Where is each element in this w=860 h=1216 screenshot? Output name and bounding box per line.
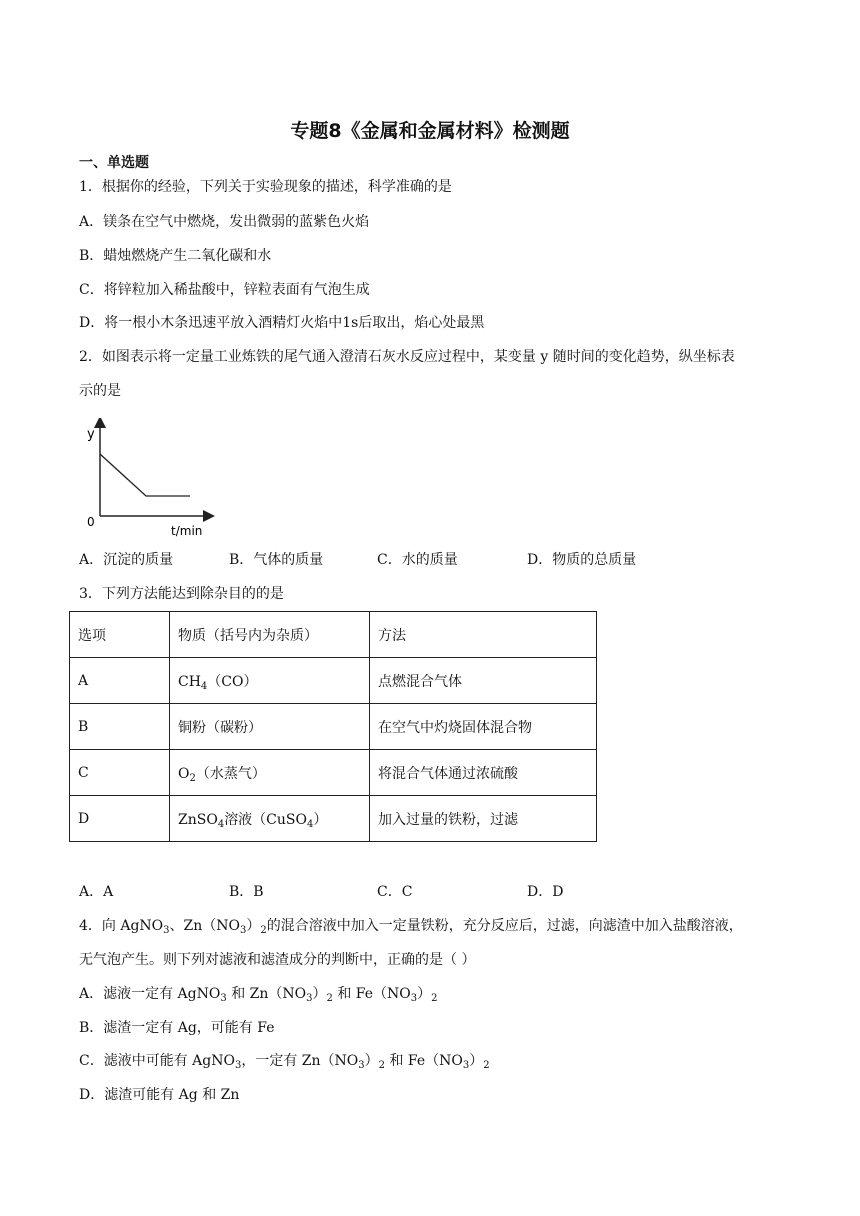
- row-option: A: [70, 658, 170, 704]
- row-option: D: [70, 796, 170, 842]
- q1-option-d[interactable]: D．将一根小木条迅速平放入酒精灯火焰中1s后取出，焰心处最黑: [79, 315, 485, 331]
- q3-option-a[interactable]: A．A: [79, 884, 114, 900]
- q4-stem-line1: 4．向 AgNO$_3$、$Zn(NO_3)_2$的混合溶液中加入一定量铁粉，充分反应后，过滤，向滤渣中加入盐酸溶液，: [79, 918, 743, 936]
- q2-stem-line1: 2．如图表示将一定量工业炼铁的尾气通入澄清石灰水反应过程中，某变量 y 随时间的变化趋势，纵坐标表: [79, 349, 735, 365]
- page-title: 专题8《金属和金属材料》检测题: [290, 120, 570, 142]
- row-method: 在空气中灼烧固体混合物: [370, 704, 597, 750]
- q4-option-d[interactable]: D．滤渣可能有 Ag 和 Zn: [79, 1087, 240, 1103]
- q3-table: [69, 611, 597, 842]
- q2-option-c[interactable]: C．水的质量: [377, 552, 458, 568]
- q2-graph: [79, 418, 229, 540]
- q2-option-a[interactable]: A．沉淀的质量: [79, 552, 174, 568]
- q2-option-d[interactable]: D．物质的总质量: [527, 552, 637, 568]
- x-axis-label: t/min: [171, 524, 203, 538]
- y-curve: [100, 454, 190, 496]
- section-heading: 一、单选题: [79, 155, 149, 171]
- row-substance: $CH_4(CO)$: [170, 658, 370, 704]
- table-row: [70, 704, 597, 750]
- table-row: [70, 750, 597, 796]
- row-method: 加入过量的铁粉，过滤: [370, 796, 597, 842]
- row-substance: ZnSO$_4$溶液（CuSO$_4$）: [170, 796, 370, 842]
- q3-option-c[interactable]: C．C: [377, 884, 413, 900]
- row-option: C: [70, 750, 170, 796]
- row-method: 点燃混合气体: [370, 658, 597, 704]
- row-substance: 铜粉（碳粉）: [170, 704, 370, 750]
- q1-option-a[interactable]: A．镁条在空气中燃烧，发出微弱的蓝紫色火焰: [79, 214, 370, 230]
- origin-label: 0: [87, 515, 95, 529]
- y-axis-label: y: [87, 427, 95, 442]
- q4-stem-line2: 无气泡产生。则下列对滤液和滤渣成分的判断中，正确的是（ ）: [79, 952, 476, 968]
- q3-stem: 3．下列方法能达到除杂目的的是: [79, 586, 284, 602]
- header-method: 方法: [370, 612, 597, 658]
- q4-option-b[interactable]: B．滤渣一定有 Ag，可能有 Fe: [79, 1020, 275, 1036]
- q3-option-b[interactable]: B．B: [229, 884, 264, 900]
- row-method: 将混合气体通过浓硫酸: [370, 750, 597, 796]
- row-substance: $O_2$（水蒸气）: [170, 750, 370, 796]
- header-substance: 物质（括号内为杂质）: [170, 612, 370, 658]
- header-option: 选项: [70, 612, 170, 658]
- table-header-row: [70, 612, 597, 658]
- table-row: [70, 658, 597, 704]
- q2-stem-line2: 示的是: [79, 383, 121, 399]
- row-option: B: [70, 704, 170, 750]
- q1-option-b[interactable]: B．蜡烛燃烧产生二氧化碳和水: [79, 248, 272, 264]
- q4-option-a[interactable]: A．滤液一定有 AgNO$_3$ 和 $Zn(NO_3)_2$ 和 $Fe(NO_3)_2$: [79, 986, 438, 1004]
- q1-option-c[interactable]: C．将锌粒加入稀盐酸中，锌粒表面有气泡生成: [79, 282, 370, 298]
- table-row: [70, 796, 597, 842]
- q4-option-c[interactable]: C．滤液中可能有 AgNO$_3$，一定有 $Zn(NO_3)_2$ 和 $Fe(NO_3)_2$: [79, 1053, 490, 1071]
- q2-option-b[interactable]: B．气体的质量: [229, 552, 324, 568]
- q1-stem: 1．根据你的经验，下列关于实验现象的描述，科学准确的是: [79, 179, 452, 195]
- q3-option-d[interactable]: D．D: [527, 884, 564, 900]
